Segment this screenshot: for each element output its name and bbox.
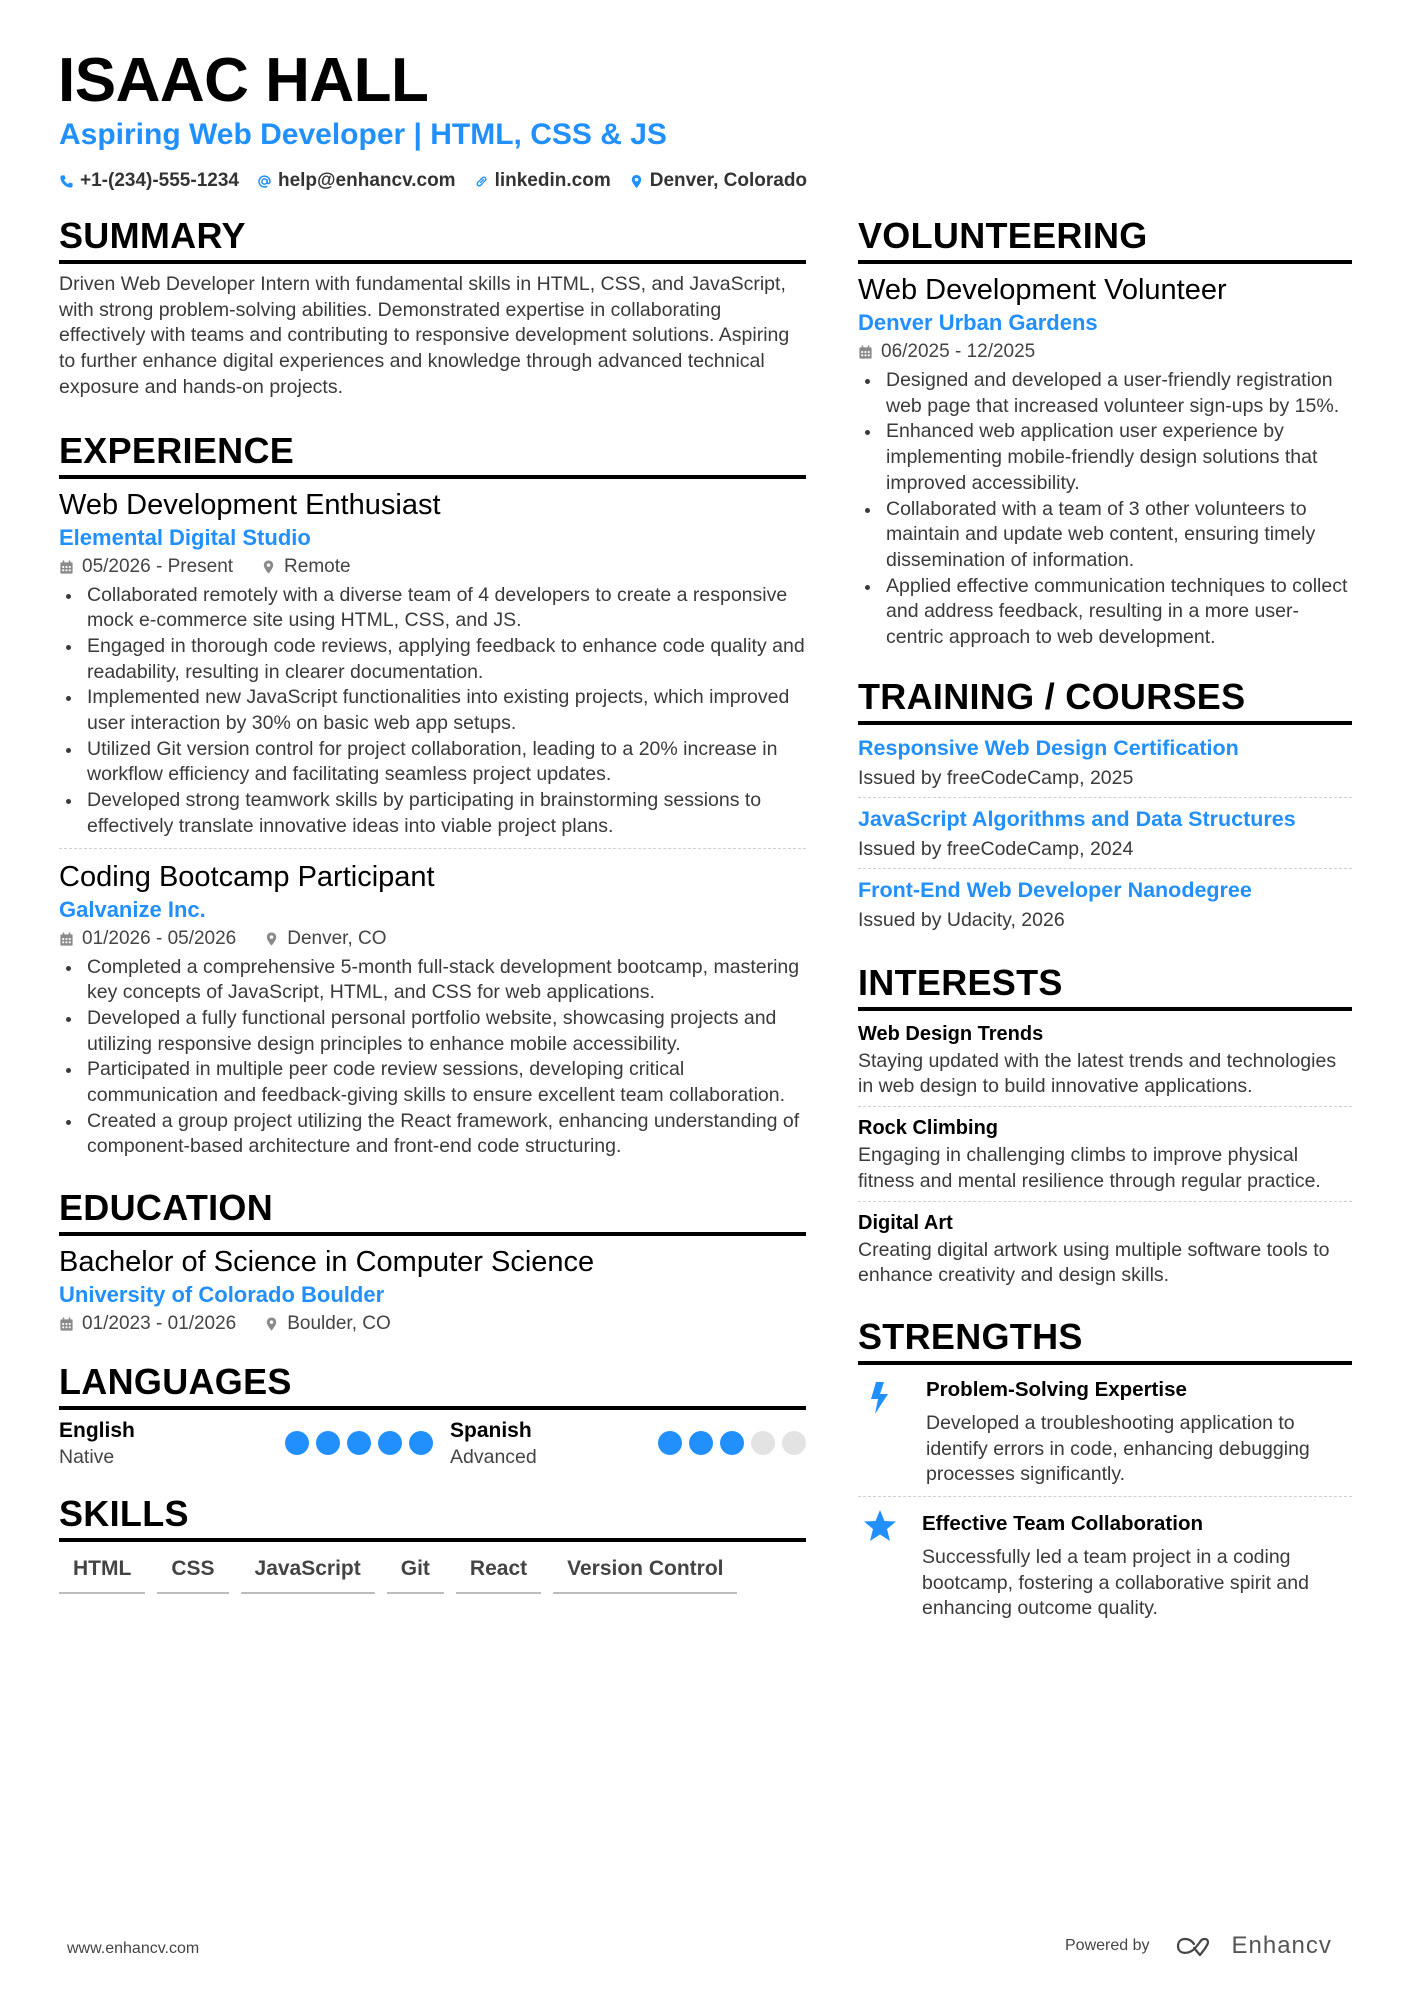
entry-divider	[858, 1106, 1352, 1107]
company-name: Galvanize Inc.	[59, 896, 206, 922]
education-location-text: Boulder, CO	[287, 1313, 391, 1335]
skill-tag: Version Control	[553, 1556, 737, 1594]
bullet-item: Implemented new JavaScript functionalities into existing projects, which improved user interaction by 30% on basic web app setups.	[59, 685, 806, 736]
degree-title: Bachelor of Science in Computer Science	[59, 1246, 595, 1279]
at-icon	[257, 174, 272, 189]
language-item	[59, 1418, 433, 1470]
volunteer-org: Denver Urban Gardens	[858, 310, 1098, 335]
job-location-text: Denver, CO	[287, 927, 387, 949]
job-dates	[59, 925, 236, 953]
interest-item	[858, 1208, 1352, 1289]
section-title-summary: SUMMARY	[59, 215, 246, 256]
location-pin-icon	[261, 559, 276, 575]
interests-section	[858, 961, 1352, 1289]
location-pin-icon	[264, 1316, 279, 1332]
languages-section	[59, 1360, 806, 1470]
job-bullets	[59, 583, 806, 840]
job-title: Web Development Enthusiast	[59, 488, 441, 521]
section-divider	[59, 260, 806, 264]
proficiency-dot-filled	[689, 1431, 713, 1455]
languages-list	[59, 1418, 806, 1470]
star-icon	[862, 1509, 898, 1543]
powered-by-label: Powered by	[1065, 1937, 1150, 1954]
calendar-icon	[59, 1316, 74, 1332]
section-title-languages: LANGUAGES	[59, 1361, 292, 1403]
enhancv-logo-text: Enhancv	[1231, 1932, 1332, 1959]
contact-location	[629, 168, 807, 194]
course-issuer: Issued by Udacity, 2026	[858, 908, 1065, 931]
strength-icon-wrap	[858, 1507, 922, 1622]
summary-text: Driven Web Developer Intern with fundamental skills in HTML, CSS, and JavaScript, with strong problem-solving abilities. Demonstrated expertise in collaborating effectively with teams and contributing to responsive development solutions. Aspiring to further enhance digital experiences and knowledge through advanced technical exposure and hands-on projects.	[59, 273, 790, 398]
section-divider	[858, 1007, 1352, 1011]
interest-item	[858, 1019, 1352, 1100]
job-meta	[59, 925, 806, 953]
course-item	[858, 733, 1352, 793]
job-location-text: Remote	[284, 555, 351, 577]
contact-email[interactable]	[257, 168, 456, 194]
section-title-strengths: STRENGTHS	[858, 1315, 1083, 1357]
job-dates	[59, 553, 233, 581]
job-meta	[59, 553, 806, 581]
job-dates-text: 05/2026 - Present	[82, 555, 234, 577]
bullet-item: Participated in multiple peer code review sessions, developing critical communication and feedback-giving skills to ensure excellent team collaboration.	[59, 1057, 806, 1108]
course-issuer: Issued by freeCodeCamp, 2024	[858, 837, 1134, 860]
experience-entry	[59, 487, 806, 840]
course-item	[858, 804, 1352, 864]
strength-icon-wrap	[858, 1373, 926, 1488]
enhancv-logo-icon	[1174, 1934, 1222, 1958]
calendar-icon	[59, 559, 74, 575]
bullet-item: Created a group project utilizing the React framework, enhancing understanding of component-based architecture and front-end code structuring.	[59, 1109, 806, 1160]
interest-description: Staying updated with the latest trends and technologies in web design to build innovative applications.	[858, 1049, 1337, 1098]
candidate-name: ISAAC HALL	[58, 46, 429, 115]
volunteer-bullets	[858, 368, 1352, 651]
proficiency-dots	[658, 1431, 806, 1455]
interest-description: Engaging in challenging climbs to improve physical fitness and mental resilience through regular practice.	[858, 1144, 1321, 1192]
proficiency-dot-filled	[285, 1431, 309, 1455]
course-title: JavaScript Algorithms and Data Structures	[858, 806, 1296, 831]
contact-phone[interactable]	[59, 168, 239, 194]
experience-entry	[59, 859, 806, 1161]
job-location	[261, 553, 351, 581]
strength-description: Developed a troubleshooting application to identify errors in code, enhancing debugging processes significantly.	[926, 1411, 1310, 1486]
interest-title: Digital Art	[858, 1211, 953, 1234]
volunteering-section	[858, 214, 1352, 651]
company-name: Elemental Digital Studio	[59, 524, 311, 550]
bullet-item: Applied effective communication techniques to collect and address feedback, resulting in a more user-centric approach to web development.	[858, 574, 1352, 651]
volunteer-role: Web Development Volunteer	[858, 274, 1227, 306]
entry-divider	[858, 1201, 1352, 1202]
strength-description: Successfully led a team project in a coding bootcamp, fostering a collaborative spirit and enhancing outcome quality.	[922, 1546, 1309, 1620]
section-title-interests: INTERESTS	[858, 961, 1063, 1003]
bullet-item: Collaborated remotely with a diverse team of 4 developers to create a responsive mock e-commerce site using HTML, CSS, and JS.	[59, 583, 806, 634]
interest-description: Creating digital artwork using multiple software tools to enhance creativity and design skills.	[858, 1238, 1330, 1287]
candidate-headline: Aspiring Web Developer | HTML, CSS & JS	[59, 118, 667, 151]
footer-website[interactable]: www.enhancv.com	[67, 1940, 200, 1957]
skill-tag: CSS	[157, 1556, 228, 1594]
bullet-item: Collaborated with a team of 3 other volunteers to maintain and update web content, ensuring timely dissemination of information.	[858, 497, 1352, 574]
bullet-item: Enhanced web application user experience by implementing mobile-friendly design solutions that improved accessibility.	[858, 419, 1352, 496]
section-title-training: TRAINING / COURSES	[858, 675, 1246, 717]
proficiency-dot-filled	[378, 1431, 402, 1455]
proficiency-dot-filled	[658, 1431, 682, 1455]
phone-icon	[59, 174, 74, 189]
bullet-item: Designed and developed a user-friendly registration web page that increased volunteer sign-ups by 15%.	[858, 368, 1352, 419]
contact-linkedin-text: linkedin.com	[494, 170, 611, 191]
education-dates	[59, 1310, 236, 1338]
entry-divider	[858, 1496, 1352, 1497]
calendar-icon	[59, 931, 74, 947]
entry-divider	[59, 848, 806, 849]
skills-list	[59, 1556, 806, 1594]
section-title-volunteering: VOLUNTEERING	[858, 215, 1148, 256]
education-section	[59, 1186, 806, 1338]
education-location	[264, 1310, 391, 1338]
strength-title: Effective Team Collaboration	[922, 1512, 1203, 1536]
section-title-education: EDUCATION	[59, 1187, 274, 1229]
skills-section	[59, 1492, 806, 1594]
section-divider	[59, 1538, 806, 1542]
proficiency-dot-filled	[347, 1431, 371, 1455]
interest-item	[858, 1113, 1352, 1194]
skill-tag: JavaScript	[241, 1556, 375, 1594]
strength-title: Problem-Solving Expertise	[926, 1377, 1187, 1401]
interest-title: Rock Climbing	[858, 1117, 999, 1140]
course-title: Front-End Web Developer Nanodegree	[858, 877, 1252, 902]
job-bullets	[59, 955, 806, 1161]
section-divider	[858, 1361, 1352, 1365]
bullet-item: Utilized Git version control for project collaboration, leading to a 20% increase in workflow efficiency and facilitating seamless project updates.	[59, 737, 806, 788]
contact-phone-text: +1-(234)-555-1234	[80, 170, 239, 191]
section-divider	[59, 1232, 806, 1236]
contact-email-text: help@enhancv.com	[277, 170, 456, 191]
course-item	[858, 875, 1352, 935]
section-title-experience: EXPERIENCE	[59, 429, 295, 471]
course-issuer: Issued by freeCodeCamp, 2025	[858, 766, 1134, 789]
proficiency-dot-filled	[720, 1431, 744, 1455]
proficiency-dots	[285, 1431, 433, 1455]
job-title: Coding Bootcamp Participant	[59, 860, 435, 893]
training-section	[858, 675, 1352, 935]
section-divider	[59, 1406, 806, 1410]
section-title-skills: SKILLS	[59, 1493, 189, 1535]
volunteer-dates	[858, 338, 1035, 366]
proficiency-dot-empty	[751, 1431, 775, 1455]
contact-bar	[59, 168, 807, 194]
location-pin-icon	[264, 931, 279, 947]
location-pin-icon	[629, 174, 644, 189]
entry-divider	[858, 868, 1352, 869]
entry-divider	[858, 797, 1352, 798]
interest-title: Web Design Trends	[858, 1022, 1044, 1045]
strength-item	[858, 1507, 1352, 1622]
bullet-item: Developed a fully functional personal portfolio website, showcasing projects and utilizing responsive design principles to enhance mobile accessibility.	[59, 1006, 806, 1057]
summary-section	[59, 214, 806, 401]
contact-location-text: Denver, Colorado	[649, 170, 808, 191]
volunteer-meta	[858, 338, 1352, 366]
bullet-item: Engaged in thorough code reviews, applying feedback to enhance code quality and readability, resulting in clearer documentation.	[59, 634, 806, 685]
enhancv-logo[interactable]	[1174, 1932, 1332, 1960]
experience-section	[59, 429, 806, 1161]
skill-tag: React	[456, 1556, 541, 1594]
job-location	[264, 925, 386, 953]
course-title: Responsive Web Design Certification	[858, 735, 1239, 760]
bullet-item: Completed a comprehensive 5-month full-stack development bootcamp, mastering key concepts of JavaScript, HTML, and CSS for web applications.	[59, 955, 806, 1006]
section-divider	[59, 475, 806, 479]
calendar-icon	[858, 344, 873, 360]
link-icon	[474, 174, 489, 189]
bullet-item: Developed strong teamwork skills by participating in brainstorming sessions to effectively translate innovative ideas into viable project plans.	[59, 788, 806, 839]
language-level: Native	[59, 1446, 115, 1469]
section-divider	[858, 260, 1352, 264]
education-meta	[59, 1310, 806, 1338]
skill-tag: Git	[387, 1556, 444, 1594]
education-dates-text: 01/2023 - 01/2026	[82, 1313, 237, 1335]
right-column	[858, 214, 1352, 1644]
contact-linkedin[interactable]	[474, 168, 611, 194]
job-dates-text: 01/2026 - 05/2026	[82, 927, 237, 949]
proficiency-dot-empty	[782, 1431, 806, 1455]
lightning-bolt-icon	[866, 1381, 896, 1415]
section-divider	[858, 721, 1352, 725]
language-item	[450, 1418, 806, 1470]
left-column	[59, 214, 806, 1616]
language-name: Spanish	[450, 1419, 532, 1443]
language-level: Advanced	[450, 1446, 537, 1469]
proficiency-dot-filled	[409, 1431, 433, 1455]
skill-tag: HTML	[59, 1556, 145, 1594]
language-name: English	[59, 1419, 135, 1443]
volunteer-dates-text: 06/2025 - 12/2025	[881, 341, 1036, 362]
strengths-section	[858, 1315, 1352, 1622]
proficiency-dot-filled	[316, 1431, 340, 1455]
strength-item	[858, 1373, 1352, 1488]
school-name: University of Colorado Boulder	[59, 1282, 385, 1308]
footer-branding	[1065, 1932, 1332, 1960]
